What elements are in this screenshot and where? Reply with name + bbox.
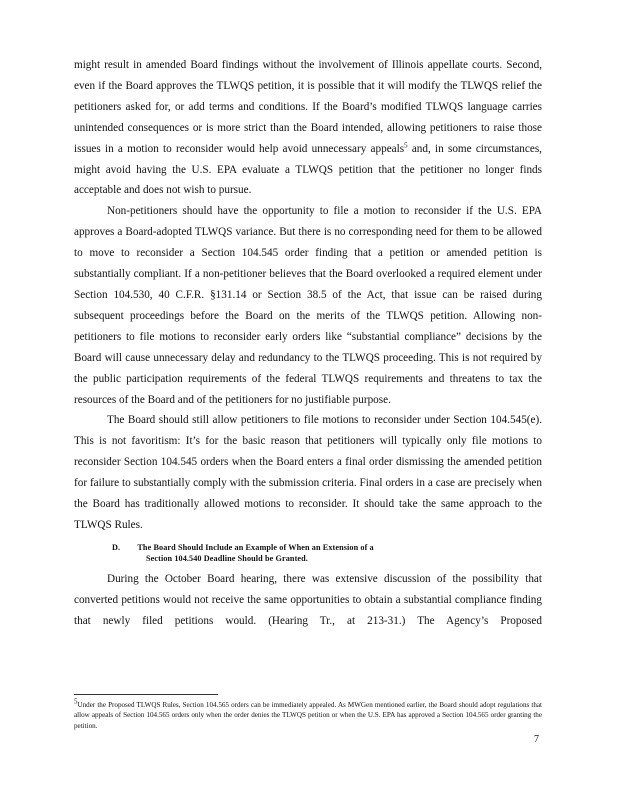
- heading-line-2: Section 104.540 Deadline Should be Granted.: [146, 554, 308, 564]
- paragraph-2: Non-petitioners should have the opportunity to file a motion to reconsider if the U.S. EPA approves a Board-adopted TLWQS variance. But there is no corresponding need for them to be allowed to move to reconsider a Section 104.545 order finding that a petition or amended petition is substantially compliant. If a non-petitioner believes that the Board overlooked a required element under Section 104.530, 40 C.F.R. §131.14 or Section 38.5 of the Act, that issue can be raised during subsequent proceedings before the Board on the merits of the TLWQS petition. Allowing non-petitioners to file motions to reconsider early orders like “substantial compliance” decisions by the Board will cause unnecessary delay and redundancy to the TLWQS proceeding. This is not required by the public participation requirements of the federal TLWQS requirements and threatens to tax the resources of the Board and of the petitioners for no justifiable purpose.: [74, 205, 542, 406]
- footnote-marker: 5: [74, 697, 78, 706]
- heading-letter: D.: [112, 542, 121, 552]
- section-heading: [74, 542, 542, 565]
- heading-line-1: [112, 542, 542, 554]
- paragraph-1-rest: and, in some circumstances, might avoid having the U.S. EPA evaluate a TLWQS petition that the petitioner no longer finds acceptable and does not wish to pursue.: [74, 142, 542, 197]
- paragraph-1-text: might result in amended Board findings without the involvement of Illinois appellate courts. Second, even if the Board approves the TLWQS petition, it is possible that it will modify the TLWQS relief the petitioners asked for, or add terms and conditions. If the Board’s modified TLWQS language carries unintended consequences or is more strict than the Board intended, allowing petitioners to raise those issues in a motion to reconsider would help avoid unnecessary appeals: [74, 59, 542, 155]
- footnote: [74, 697, 542, 731]
- heading-line-1-text: The Board Should Include an Example of When an Extension of a: [137, 542, 374, 552]
- paragraph-1: [74, 55, 542, 201]
- body-text: [74, 55, 542, 632]
- footnote-ref: 5: [404, 140, 408, 149]
- footnote-separator: [74, 694, 218, 695]
- paragraph-3: The Board should still allow petitioners to file motions to reconsider under Section 104.545(e). This is not favoritism: It’s for the basic reason that petitioners will typically only file motions to reconsider Section 104.545 orders when the Board enters a final order dismissing the amended petition for failure to substantially comply with the submission criteria. Final orders in a case are precisely when the Board has traditionally allowed motions to reconsider. It should take the same approach to the TLWQS Rules.: [74, 414, 542, 531]
- footnote-text: Under the Proposed TLWQS Rules, Section 104.565 orders can be immediately appealed. As MWGen mentioned earlier, the Board should adopt regulations that allow appeals of Section 104.565 orders only when the order denies the TLWQS petition or when the U.S. EPA has approved a Section 104.565 order granting the petition.: [74, 701, 542, 730]
- paragraph-4: During the October Board hearing, there was extensive discussion of the possibility that converted petitions would not receive the same opportunities to obtain a substantial compliance finding that newly filed petitions would. (Hearing Tr., at 213-31.) The Agency’s Proposed: [74, 572, 542, 627]
- page-number: 7: [534, 734, 539, 745]
